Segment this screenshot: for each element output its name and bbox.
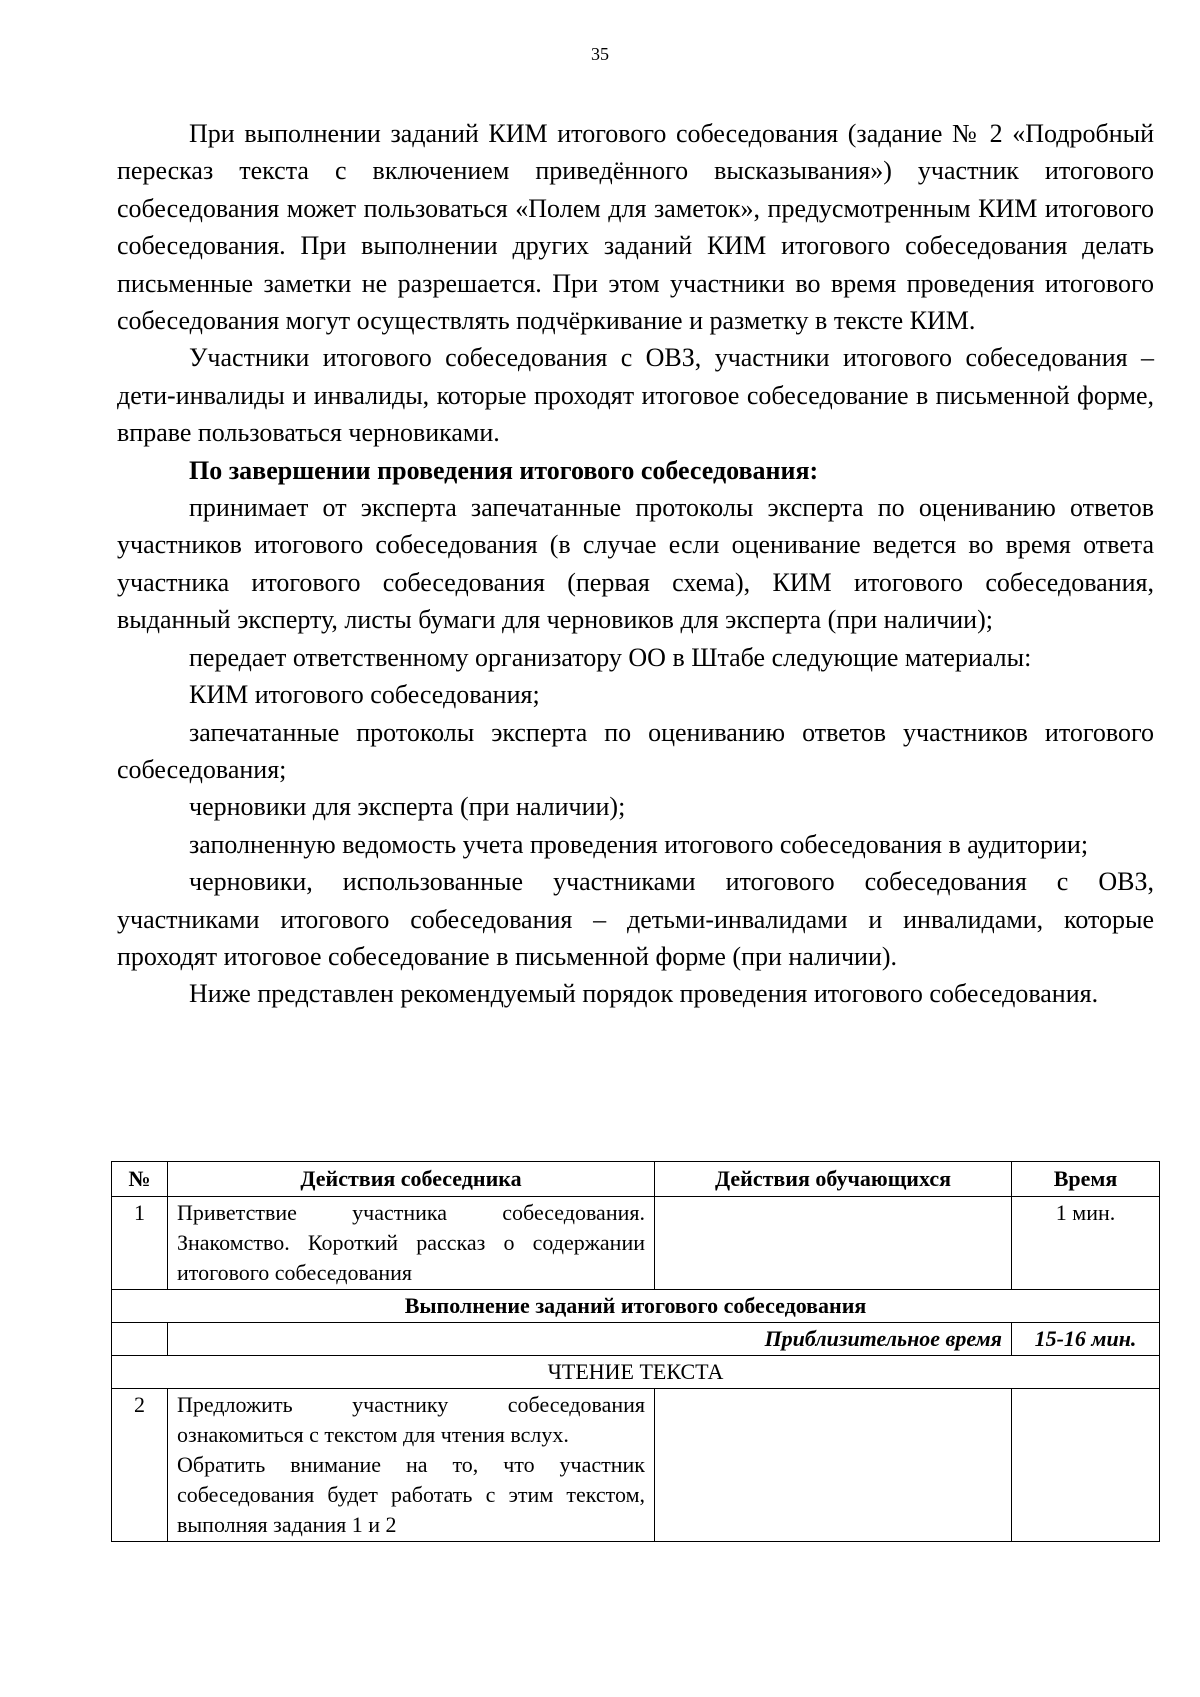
list-item-expert-drafts: черновики для эксперта (при наличии); xyxy=(189,792,626,822)
document-body xyxy=(117,115,1154,1013)
time-cell xyxy=(1012,1389,1160,1542)
paragraph-procedure-intro: Ниже представлен рекомендуемый порядок проведения итогового собеседования. xyxy=(189,979,1099,1009)
section-title: Выполнение заданий итогового собеседования xyxy=(112,1290,1160,1323)
student-action-cell xyxy=(655,1389,1012,1542)
header-student-actions: Действия обучающихся xyxy=(655,1162,1012,1197)
list-item-kim: КИМ итогового собеседования; xyxy=(189,680,540,710)
list-item-participant-drafts: черновики, использованные участниками итогового собеседования с ОВЗ, участниками итогового собеседования – детьми-инвалидами и инвалидами, которые проходят итоговое собеседование в письменной форме (при наличии). xyxy=(117,867,1154,971)
table-approx-time-row xyxy=(112,1323,1160,1356)
list-item-protocols: запечатанные протоколы эксперта по оцениванию ответов участников итогового собеседования; xyxy=(117,717,1154,784)
approx-time-value: 15-16 мин. xyxy=(1012,1323,1160,1356)
interviewer-action-cell: Приветствие участника собеседования. Знакомство. Короткий рассказ о содержании итогового собеседования xyxy=(168,1197,655,1290)
paragraph-accepts-protocols: принимает от эксперта запечатанные протоколы эксперта по оцениванию ответов участников итогового собеседования (в случае если оценивание ведется во время ответа участника итогового собеседования (первая схема), КИМ итогового собеседования, выданный эксперту, листы бумаги для черновиков для эксперта (при наличии); xyxy=(117,493,1154,635)
table-section-row xyxy=(112,1290,1160,1323)
section-heading-completion: По завершении проведения итогового собеседования: xyxy=(189,455,819,485)
header-time: Время xyxy=(1012,1162,1160,1197)
approx-time-label: Приблизительное время xyxy=(168,1323,1012,1356)
paragraph-transfers-materials: передает ответственному организатору ОО в Штабе следующие материалы: xyxy=(189,642,1032,672)
paragraph-ovz-drafts: Участники итогового собеседования с ОВЗ, участники итогового собеседования – дети-инвалиды и инвалиды, которые проходят итоговое собеседование в письменной форме, вправе пользоваться черновиками. xyxy=(117,343,1154,448)
action-text-part: Предложить участнику собеседования ознакомиться с текстом для чтения вслух. xyxy=(177,1392,645,1447)
time-cell: 1 мин. xyxy=(1012,1197,1160,1290)
table-row xyxy=(112,1389,1160,1542)
table-header-row xyxy=(112,1162,1160,1197)
procedure-table xyxy=(111,1161,1160,1542)
table-subsection-row xyxy=(112,1356,1160,1389)
header-interviewer-actions: Действия собеседника xyxy=(168,1162,655,1197)
header-number: № xyxy=(112,1162,168,1197)
action-text-part: Обратить внимание на то, что участник собеседования будет работать с этим текстом, выполняя задания 1 и 2 xyxy=(177,1452,645,1537)
page-number: 35 xyxy=(591,44,609,64)
table-row xyxy=(112,1197,1160,1290)
paragraph-notes-rules: При выполнении заданий КИМ итогового собеседования (задание № 2 «Подробный пересказ текста с включением приведённого высказывания») участник итогового собеседования может пользоваться «Полем для заметок», предусмотренным КИМ итогового собеседования. При выполнении других заданий КИМ итогового собеседования делать письменные заметки не разрешается. При этом участники во время проведения итогового собеседования могут осуществлять подчёркивание и разметку в тексте КИМ. xyxy=(117,119,1154,336)
interviewer-action-cell xyxy=(168,1389,655,1542)
list-item-attendance-sheet: заполненную ведомость учета проведения итогового собеседования в аудитории; xyxy=(189,829,1089,859)
empty-cell xyxy=(112,1323,168,1356)
row-number: 2 xyxy=(112,1389,168,1542)
student-action-cell xyxy=(655,1197,1012,1290)
row-number: 1 xyxy=(112,1197,168,1290)
subsection-title: ЧТЕНИЕ ТЕКСТА xyxy=(112,1356,1160,1389)
